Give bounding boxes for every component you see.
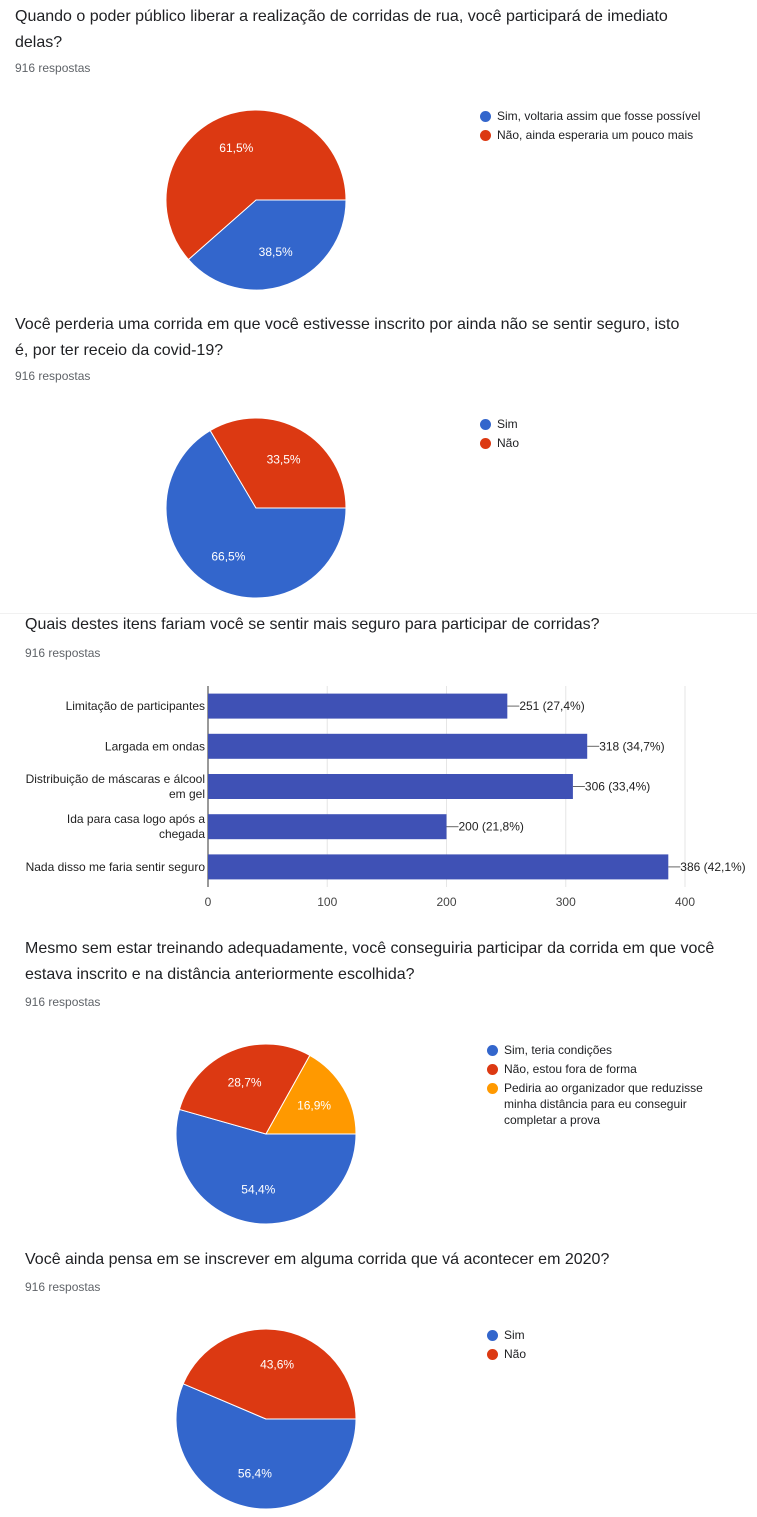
legend-item[interactable] xyxy=(487,1346,727,1362)
legend-label: Sim, voltaria assim que fosse possível xyxy=(497,109,701,123)
question-5 xyxy=(0,1240,757,1517)
legend-label: Não xyxy=(504,1347,527,1361)
question-title: Mesmo sem estar treinando adequadamente, você conseguiria participar da corrida em que você estava inscrito e na distância anteriormente escolhida? xyxy=(25,940,715,983)
x-tick-label: 400 xyxy=(674,895,696,909)
legend-item[interactable] xyxy=(487,1327,727,1343)
legend-color-dot xyxy=(487,1330,498,1341)
slice-label: 33,5% xyxy=(266,452,301,467)
chart-legend xyxy=(480,108,740,146)
legend-color-dot xyxy=(480,111,491,122)
pie-chart xyxy=(0,0,757,300)
legend-color-dot xyxy=(487,1064,498,1075)
slice-label: 16,9% xyxy=(297,1098,332,1113)
category-label: Ida para casa logo após a chegada xyxy=(66,812,205,842)
legend-color-dot xyxy=(480,438,491,449)
legend-label: Não, estou fora de forma xyxy=(504,1062,637,1076)
response-count: 916 respostas xyxy=(15,369,91,383)
chart-legend xyxy=(487,1042,727,1131)
question-1 xyxy=(0,0,757,300)
category-label: Distribuição de máscaras e álcool em gel xyxy=(25,772,205,801)
legend-label: Sim xyxy=(504,1328,525,1342)
slice-label: 28,7% xyxy=(227,1075,262,1090)
legend-label: Não, ainda esperaria um pouco mais xyxy=(497,128,694,142)
question-title: Quais destes itens fariam você se sentir mais seguro para participar de corridas? xyxy=(25,616,600,633)
legend-item[interactable] xyxy=(480,435,740,451)
legend-item[interactable] xyxy=(487,1042,727,1058)
response-count: 916 respostas xyxy=(15,61,91,75)
slice-label: 43,6% xyxy=(260,1357,295,1372)
x-tick-label: 300 xyxy=(555,895,576,909)
legend-item[interactable] xyxy=(487,1080,727,1128)
bar-value-label: 251 (27,4%) xyxy=(519,699,585,714)
x-tick-label: 100 xyxy=(317,895,338,909)
legend-item[interactable] xyxy=(480,108,740,124)
x-tick-label: 200 xyxy=(436,895,457,909)
question-3 xyxy=(0,614,757,930)
question-title: Você ainda pensa em se inscrever em alguma corrida que vá acontecer em 2020? xyxy=(25,1251,610,1268)
question-2 xyxy=(0,300,757,612)
legend-label: Sim, teria condições xyxy=(504,1043,613,1057)
x-tick-label: 0 xyxy=(204,895,212,909)
legend-item[interactable] xyxy=(487,1061,727,1077)
bar-value-label: 386 (42,1%) xyxy=(680,859,746,874)
bar xyxy=(208,854,668,879)
bar-chart xyxy=(0,614,757,930)
legend-item[interactable] xyxy=(480,127,740,143)
response-count: 916 respostas xyxy=(25,646,101,660)
bar xyxy=(208,814,447,839)
slice-label: 56,4% xyxy=(237,1466,272,1481)
bar-value-label: 318 (34,7%) xyxy=(599,739,665,754)
legend-color-dot xyxy=(487,1045,498,1056)
slice-label: 66,5% xyxy=(211,549,246,564)
category-label: Limitação de participantes xyxy=(65,699,205,714)
pie-chart xyxy=(0,1240,757,1517)
bar xyxy=(208,734,587,759)
bar-value-label: 200 (21,8%) xyxy=(458,819,524,834)
response-count: 916 respostas xyxy=(25,1280,101,1294)
category-label: Largada em ondas xyxy=(104,739,205,754)
pie-chart xyxy=(0,300,757,612)
slice-label: 61,5% xyxy=(219,140,254,155)
bar xyxy=(208,694,507,719)
question-4 xyxy=(0,930,757,1240)
legend-color-dot xyxy=(480,419,491,430)
legend-label: Pediria ao organizador que reduzisse minha distância para eu conseguir completar a prova xyxy=(504,1081,703,1127)
chart-legend xyxy=(480,416,740,454)
bar xyxy=(208,774,573,799)
legend-color-dot xyxy=(487,1349,498,1360)
question-title: Quando o poder público liberar a realização de corridas de rua, você participará de imediato delas? xyxy=(15,8,668,51)
legend-color-dot xyxy=(480,130,491,141)
category-label: Nada disso me faria sentir seguro xyxy=(25,859,205,874)
bar-value-label: 306 (33,4%) xyxy=(584,779,651,794)
legend-color-dot xyxy=(487,1083,498,1094)
question-title: Você perderia uma corrida em que você estivesse inscrito por ainda não se sentir seguro, isto é, por ter receio da covid-19? xyxy=(15,316,680,359)
slice-label: 54,4% xyxy=(241,1182,276,1197)
legend-label: Não xyxy=(497,436,520,450)
slice-label: 38,5% xyxy=(258,245,293,260)
response-count: 916 respostas xyxy=(25,995,101,1009)
legend-item[interactable] xyxy=(480,416,740,432)
chart-legend xyxy=(487,1327,727,1365)
legend-label: Sim xyxy=(497,417,518,431)
